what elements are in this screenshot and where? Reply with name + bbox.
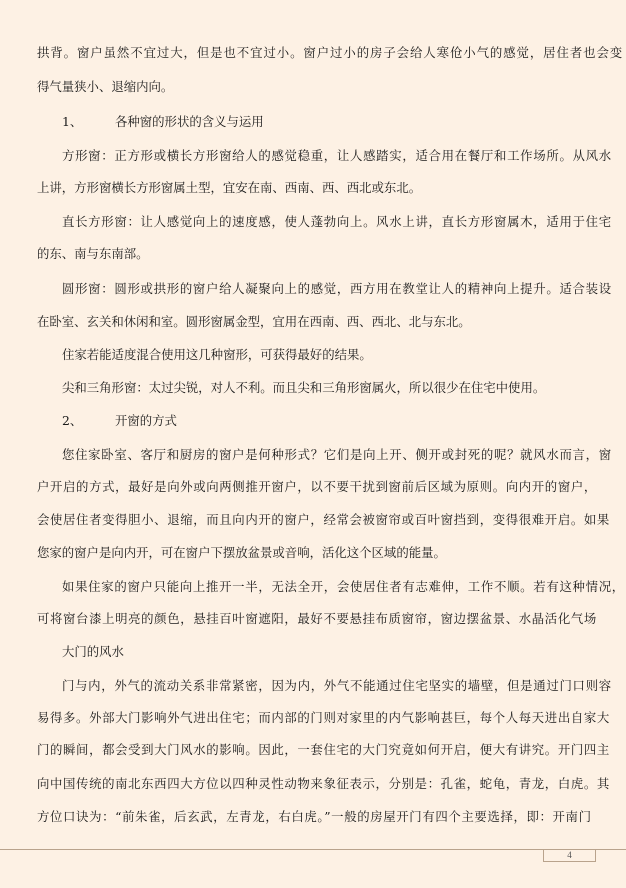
section-heading: 大门的风水 (62, 644, 124, 659)
paragraph-line: 您住家卧室、客厅和厨房的窗户是何种形式？它们是向上开、侧开或封死的呢？就风水而言，窗 (62, 447, 612, 462)
paragraph-line: 会使居住者变得胆小、退缩，而且向内开的窗户，经常会被窗帘或百叶窗挡到，变得很难开启。如果 (37, 512, 610, 527)
paragraph-line: 得气量狭小、退缩内向。 (37, 79, 174, 94)
paragraph-line: 住家若能适度混合使用这几种窗形，可获得最好的结果。 (62, 347, 372, 362)
paragraph-line: 易得多。外部大门影响外气进出住宅；而内部的门则对家里的内气影响甚巨，每个人每天进出自家大 (37, 710, 610, 725)
paragraph-line: 可将窗台漆上明亮的颜色，悬挂百叶窗遮阳，最好不要悬挂布质窗帘，窗边摆盆景、水晶活化气场 (37, 611, 597, 626)
section-heading: 各种窗的形状的含义与运用 (115, 114, 264, 129)
page-number-box (543, 849, 596, 862)
paragraph-line: 在卧室、玄关和休闲和室。圆形窗属金型，宜用在西南、西、西北、北与东北。 (37, 314, 471, 329)
paragraph-line: 向中国传统的南北东西四大方位以四种灵性动物来象征表示，分别是：孔雀，蛇龟，青龙，白虎。其 (37, 776, 610, 791)
paragraph-line: 门的瞬间，都会受到大门风水的影响。因此，一套住宅的大门究竟如何开启，便大有讲究。开门四主 (37, 742, 610, 757)
page-number: 4 (567, 850, 572, 860)
paragraph-line: 户开启的方式，最好是向外或向两侧推开窗户，以不要干扰到窗前后区域为原则。向内开的窗户， (37, 479, 597, 494)
footer-rule (0, 849, 626, 850)
paragraph-line: 圆形窗：圆形或拱形的窗户给人凝聚向上的感觉，西方用在教堂让人的精神向上提升。适合装设 (62, 281, 612, 296)
paragraph-line: 直长方形窗：让人感觉向上的速度感，使人蓬勃向上。风水上讲，直长方形窗属木，适用于住宅 (62, 214, 612, 229)
paragraph-line: 上讲，方形窗横长方形窗属土型，宜安在南、西南、西、西北或东北。 (37, 180, 422, 195)
section-heading: 开窗的方式 (115, 413, 177, 428)
paragraph-line: 如果住家的窗户只能向上推开一半，无法全开，会使居住者有志难伸，工作不顺。若有这种情况， (62, 579, 625, 594)
paragraph-line: 方形窗：正方形或横长方形窗给人的感觉稳重，让人感踏实，适合用在餐厅和工作场所。从风水 (62, 148, 612, 163)
paragraph-line: 方位口诀为：“前朱雀，后玄武，左青龙，右白虎。”一般的房屋开门有四个主要选择，即：开南门 (37, 809, 592, 824)
paragraph-line: 门与内，外气的流动关系非常紧密，因为内，外气不能通过住宅坚实的墙壁，但是通过门口则容 (62, 678, 612, 693)
section-number: 1、 (62, 114, 83, 129)
paragraph-line: 您家的窗户是向内开，可在窗户下摆放盆景或音响，活化这个区域的能量。 (37, 545, 446, 560)
section-number: 2、 (62, 413, 83, 428)
paragraph-line: 尖和三角形窗：太过尖锐，对人不利。而且尖和三角形窗属火，所以很少在住宅中使用。 (62, 380, 546, 395)
paragraph-line: 的东、南与东南部。 (37, 246, 149, 261)
paragraph-line: 拱背。窗户虽然不宜过大，但是也不宜过小。窗户过小的房子会给人寒伧小气的感觉，居住者也会变 (37, 45, 624, 60)
